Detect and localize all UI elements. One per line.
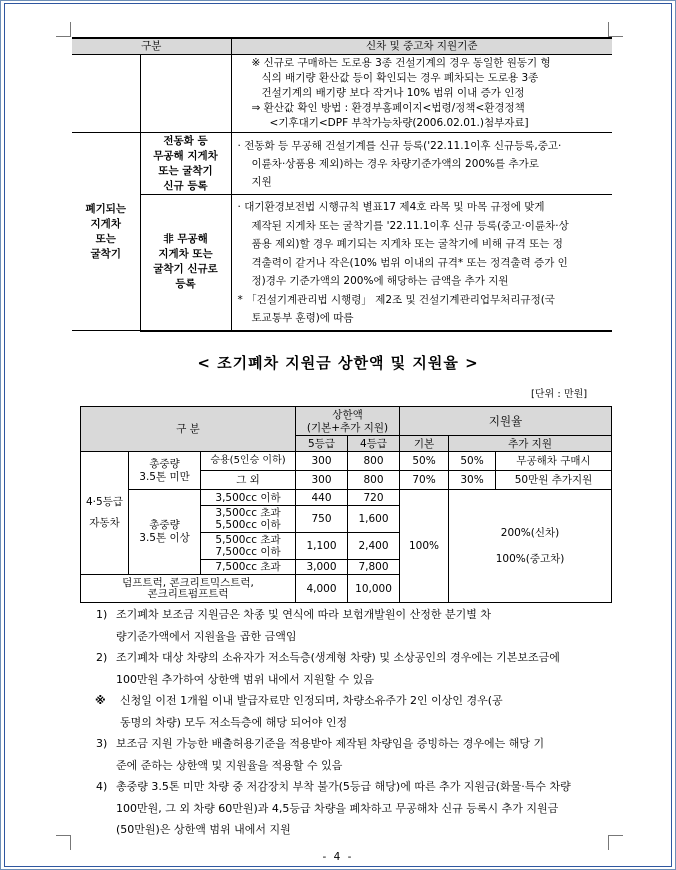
basic-rate: 50%: [400, 452, 449, 471]
note-line: <기후대기<DPF 부착가능차량(2006.02.01.)첨부자료]: [269, 117, 529, 129]
subcategory-zero-emission: 전동화 등 무공해 지게차 또는 굴착기 신규 등록: [140, 133, 231, 195]
dpf-note-cell: [231, 55, 612, 133]
extra-note: 50만원 추가지원: [496, 471, 612, 490]
basic-rate: 70%: [400, 471, 449, 490]
header-basic: 기본: [400, 436, 449, 452]
footnote-2: 2) 조기폐차 대상 차량의 소유자가 저소득층(생계형 차량) 및 소상공인의 경우에는 기본보조금에 100만원 추가하여 상한액 범위 내에서 지원할 수 있음: [96, 651, 560, 686]
header-support-rate: 지원율: [400, 407, 612, 436]
grade5-value: 300: [296, 471, 348, 490]
header-grade5: 5등급: [296, 436, 348, 452]
header-gubun: 구분: [72, 38, 231, 55]
extra-rate: 50%: [449, 452, 496, 471]
crop-mark-bottom-left: [56, 835, 71, 850]
special-vehicle-label: 덤프트럭, 콘크리트믹스트럭, 콘크리트펌프트럭: [81, 575, 296, 603]
grade4-value: 800: [348, 471, 400, 490]
non-zero-emission-criteria: · 대기환경보전법 시행규칙 별표17 제4호 라목 및 마목 규정에 맞게 제작된 지게차 또는 굴착기를 '22.11.1이후 신규 등록(중고·이륜차·상 품용 제외)할 경우 폐기되는 지게차 또는 굴착기에 비해 규격 또는 정 격출력이 같거나 작은(10% 범위 이내의 규격* 또는 정격출력 증가 인 정)경우 기준가액의 200%에 해당하는 금액을 추가 지원 * 「건설기계관리법 시행령」 제2조 및 건설기계관리업무처리규정(국 토교통부 훈령)에 따름: [231, 195, 612, 331]
displacement-label: 7,500cc 초과: [201, 560, 296, 575]
note-line: 건설기계의 배기량 보다 작거나 10% 범위 이내 증가 인정: [261, 87, 525, 99]
grade4-value: 2,400: [348, 533, 400, 560]
weight-over-label: 총중량 3.5톤 이상: [129, 490, 201, 575]
crop-mark-top-right: [608, 22, 623, 37]
table-row: [72, 133, 612, 195]
vehicle-group-label: 4·5등급 자동차: [81, 452, 129, 575]
header-gubun: 구 분: [81, 407, 296, 452]
note-line: ※ 신규로 구매하는 도로용 3종 건설기계의 경우 동일한 원동기 형: [251, 57, 551, 69]
table-row: [81, 452, 612, 471]
displacement-label: 3,500cc 초과 5,500cc 이하: [201, 506, 296, 533]
footnotes: [95, 604, 616, 841]
footnote-4: 4) 총중량 3.5톤 미만 차량 중 저감장치 부착 불가(5등급 해당)에 따른 추가 지원금(화물·특수 차량 100만원, 그 외 차량 60만원)과 4,5등급 차량을 폐차하고 무공해차 신규 등록시 추가 지원금 (50만원)은 상한액 범위 내에서 지원: [96, 780, 571, 836]
unit-note: [단위 : 만원]: [531, 389, 588, 400]
grade4-value: 7,800: [348, 560, 400, 575]
header-support-criteria: 신차 및 중고차 지원기준: [231, 38, 612, 55]
page-number: - 4 -: [322, 851, 354, 863]
grade5-value: 750: [296, 506, 348, 533]
subsidy-limit-table: [80, 406, 612, 603]
footnote-1: 1) 조기폐차 보조금 지원금은 차종 및 연식에 따라 보험개발원이 산정한 분기별 차 량기준가액에서 지원율을 곱한 금액임: [96, 608, 491, 643]
extra-rate: 30%: [449, 471, 496, 490]
type-label: 승용(5인승 이하): [201, 452, 296, 471]
displacement-label: 5,500cc 초과 7,500cc 이하: [201, 533, 296, 560]
empty-cell: [140, 55, 231, 133]
header-extra-support: 추가 지원: [449, 436, 612, 452]
footnote-star: ※ 신청일 이전 1개월 이내 발급자료만 인정되며, 차량소유주가 2인 이상인 경우(공 동명의 차량) 모두 저소득층에 해당 되어야 인정: [95, 694, 503, 729]
note-line: 식의 배기량 환산값 등이 확인되는 경우 폐차되는 도로용 3종: [261, 72, 539, 84]
grade5-value: 440: [296, 490, 348, 506]
grade5-value: 4,000: [296, 575, 348, 603]
extra-rate-merged: 200%(신차) 100%(중고차): [449, 490, 612, 603]
grade5-value: 300: [296, 452, 348, 471]
basic-rate-merged: 100%: [400, 490, 449, 603]
table-row: [72, 195, 612, 331]
subcategory-non-zero-emission: 非 무공해 지게차 또는 굴착기 신규로 등록: [140, 195, 231, 331]
support-criteria-table: [72, 37, 612, 332]
grade4-value: 800: [348, 452, 400, 471]
note-line: ⇒ 환산값 확인 방법 : 환경부홈페이지<법령/정책<환경정책: [251, 102, 525, 114]
crop-mark-top-left: [56, 22, 71, 37]
extra-note: 무공해차 구매시: [496, 452, 612, 471]
header-limit: 상한액 (기본+추가 지원): [296, 407, 400, 436]
zero-emission-criteria: · 전동화 등 무공해 건설기계를 신규 등록('22.11.1이후 신규등록,중고· 이륜차·상품용 제외)하는 경우 차량기준가액의 200%를 추가로 지원: [231, 133, 612, 195]
grade4-value: 1,600: [348, 506, 400, 533]
grade5-value: 1,100: [296, 533, 348, 560]
grade4-value: 720: [348, 490, 400, 506]
table-row: [81, 490, 612, 506]
header-grade4: 4등급: [348, 436, 400, 452]
section-title: < 조기폐차 지원금 상한액 및 지원율 >: [197, 354, 479, 372]
type-label: 그 외: [201, 471, 296, 490]
displacement-label: 3,500cc 이하: [201, 490, 296, 506]
table-row: [72, 55, 612, 133]
grade5-value: 3,000: [296, 560, 348, 575]
grade4-value: 10,000: [348, 575, 400, 603]
weight-under-label: 총중량 3.5톤 미만: [129, 452, 201, 490]
empty-cell: [72, 55, 140, 133]
category-label: 폐기되는 지게차 또는 굴착기: [72, 133, 140, 331]
footnote-3: 3) 보조금 지원 가능한 배출허용기준을 적용받아 제작된 차량임을 증빙하는 경우에는 해당 기 준에 준하는 상한액 및 지원율을 적용할 수 있음: [96, 737, 545, 772]
